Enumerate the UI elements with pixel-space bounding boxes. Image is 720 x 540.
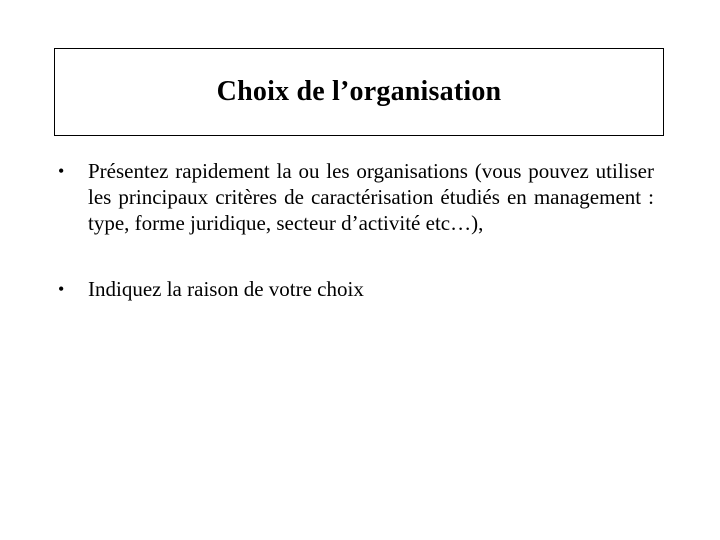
bullet-text: Présentez rapidement la ou les organisations (vous pouvez utiliser les principaux critères de caractérisation étudiés en management : type, forme juridique, secteur d’activité etc…), xyxy=(88,159,654,235)
bullet-list xyxy=(58,158,654,302)
bullet-text: Indiquez la raison de votre choix xyxy=(88,277,364,301)
title-box xyxy=(54,48,664,136)
bullet-item xyxy=(58,276,654,302)
bullet-icon: • xyxy=(58,161,65,181)
bullet-item xyxy=(58,158,654,236)
bullet-icon: • xyxy=(58,279,65,299)
slide-title: Choix de l’organisation xyxy=(216,76,502,107)
